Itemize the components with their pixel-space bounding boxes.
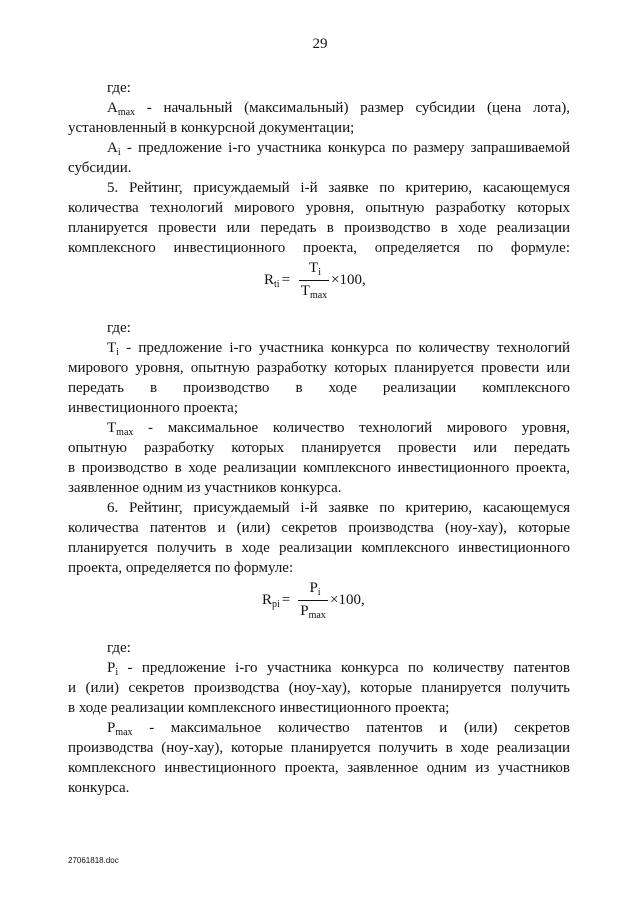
text-line: мирового уровня, опытную разработку которых планируется провести или	[68, 360, 570, 376]
text-line: планируется получить в ходе реализации комплексного инвестиционного	[68, 540, 570, 556]
text-line: производства (ноу-хау), которые планируется получить в ходе реализации	[68, 740, 570, 756]
where-label: где:	[107, 80, 131, 96]
tmax-definition: $T_{max}$ - максимальное количество технологий мирового уровня,	[107, 420, 570, 438]
document-footer: 27061818.doc	[68, 856, 119, 865]
ti-definition: $T_i$ - предложение i-го участника конкурса по количеству технологий	[107, 340, 570, 358]
where-label: где:	[107, 320, 131, 336]
text-line: количества технологий мирового уровня, опытную разработку которых	[68, 200, 570, 216]
text-line: передать в производство в ходе реализации комплексного	[68, 380, 570, 396]
section-5-heading: 5. Рейтинг, присуждаемый i-й заявке по критерию, касающемуся	[107, 180, 570, 196]
text-line: заявленное одним из участников конкурса.	[68, 480, 342, 496]
text-line: планируется провести или передать в производство в ходе реализации	[68, 220, 570, 236]
text-line: в ходе реализации комплексного инвестиционного проекта;	[68, 700, 450, 716]
section-6-heading: 6. Рейтинг, присуждаемый i-й заявке по критерию, касающемуся	[107, 500, 570, 516]
where-label: где:	[107, 640, 131, 656]
page-number: 29	[312, 36, 328, 52]
text-line: установленный в конкурсной документации;	[68, 120, 355, 136]
text-line: опытную разработку которых планируется провести или передать	[68, 440, 570, 456]
ai-definition: $A_i$ - предложение i-го участника конкурса по размеру запрашиваемой	[107, 140, 570, 158]
text-line: инвестиционного проекта;	[68, 400, 238, 416]
text-line: и (или) секретов производства (ноу-хау), которые планируется получить	[68, 680, 570, 696]
text-line: конкурса.	[68, 780, 130, 796]
amax-definition: $A_{max}$ - начальный (максимальный) размер субсидии (цена лота),	[107, 100, 570, 118]
text-line: комплексного инвестиционного проекта, заявленное одним из участников	[68, 760, 570, 776]
pmax-definition: $P_{max}$ - максимальное количество патентов и (или) секретов	[107, 720, 570, 738]
text-line: количества патентов и (или) секретов производства (ноу-хау), которые	[68, 520, 570, 536]
text-line: комплексного инвестиционного проекта, определяется по формуле:	[68, 240, 570, 256]
text-line: проекта, определяется по формуле:	[68, 560, 294, 576]
text-line: в производство в ходе реализации комплексного инвестиционного проекта,	[68, 460, 570, 476]
text-line: субсидии.	[68, 160, 132, 176]
pi-definition: $P_i$ - предложение i-го участника конкурса по количеству патентов	[107, 660, 570, 678]
